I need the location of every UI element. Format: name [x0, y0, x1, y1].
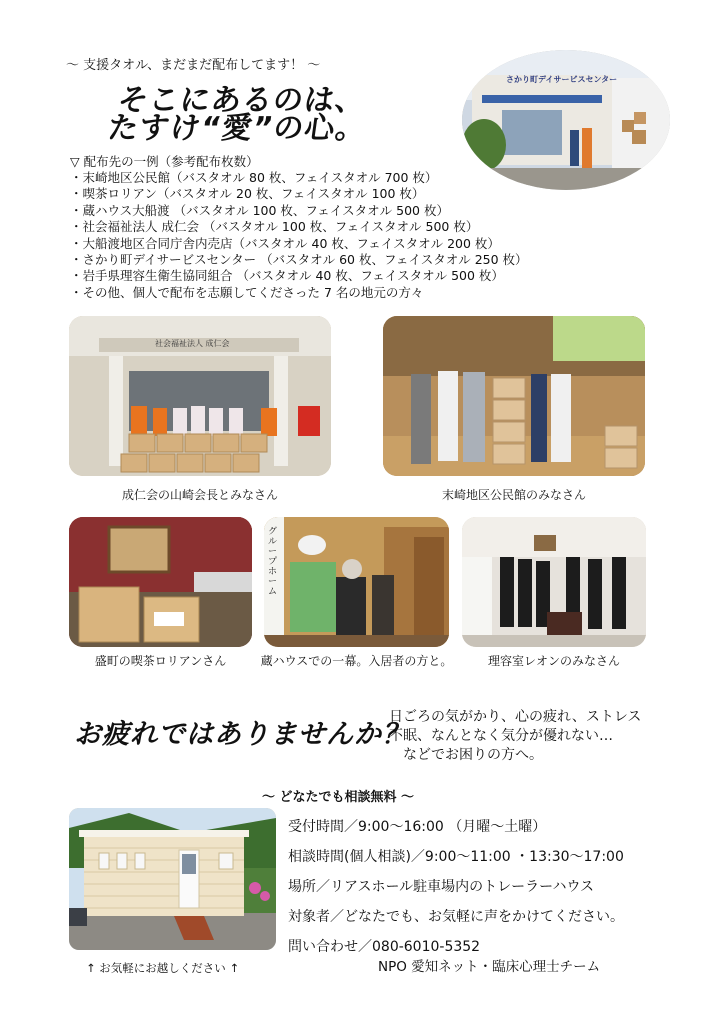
location: 場所／リアスホール駐車場内のトレーラーハウス — [288, 879, 595, 895]
welcome-caption: ↑ お気軽にお越しください ↑ — [86, 961, 240, 975]
headline-line2: たすけ“愛”の心。 — [105, 111, 369, 146]
massaki-hall-photo — [383, 316, 645, 476]
kura-house-photo — [264, 517, 449, 647]
barber-leon-photo — [462, 517, 646, 647]
free-consult-banner: ～ どなたでも相談無料 ～ — [262, 790, 415, 805]
list-item: ・ 喫茶ロリアン（バスタオル 20 枚、フェイスタオル 100 枚） — [70, 186, 528, 202]
headline-line1: そこにあるのは、 — [115, 83, 369, 118]
session-hours: 相談時間(個人相談)／9:00～11:00 ・13:30～17:00 — [288, 849, 624, 865]
list-item: ・ その他、個人で配布を志願してくださった 7 名の地元の方々 — [70, 285, 528, 301]
subtitle: ～ 支援タオル、まだまだ配布してます！ ～ — [66, 58, 321, 73]
list-item: ・ 蔵ハウス大船渡 （バスタオル 100 枚、フェイスタオル 500 枚） — [70, 203, 528, 219]
massaki-hall-caption: 末崎地区公民館のみなさん — [441, 488, 586, 502]
trailer-house-photo — [69, 808, 276, 950]
concern-line: 不眠、なんとなく気分が優れない… — [389, 728, 613, 744]
seijinkai-sign: 社会福祉法人 成仁会 — [155, 339, 230, 348]
distribution-list — [70, 170, 528, 301]
reception-hours: 受付時間／9:00～16:00 （月曜～土曜） — [288, 819, 547, 835]
organization-name: NPO 愛知ネット・臨床心理士チーム — [378, 959, 601, 975]
list-item: ・ さかり町デイサービスセンター （バスタオル 60 枚、フェイスタオル 250 枚） — [70, 252, 528, 268]
list-item: ・ 末崎地区公民館（バスタオル 80 枚、フェイスタオル 700 枚） — [70, 170, 528, 186]
concern-line: 日ごろの気がかり、心の疲れ、ストレス — [389, 709, 642, 725]
seijinkai-photo — [69, 316, 331, 476]
target-audience: 対象者／どなたでも、お気軽に声をかけてください。 — [288, 909, 624, 925]
concern-text — [389, 708, 641, 765]
tired-question: お疲れではありませんか？ — [74, 719, 410, 750]
distribution-heading: ▽ 配布先の一例（参考配布枚数） — [70, 154, 259, 169]
day-service-center-sign: さかり町デイサービスセンター — [506, 75, 618, 84]
concern-line: などでお困りの方へ。 — [403, 747, 543, 763]
barber-leon-caption: 理容室レオンのみなさん — [487, 654, 620, 668]
list-item: ・ 社会福祉法人 成仁会 （バスタオル 100 枚、フェイスタオル 500 枚） — [70, 219, 528, 235]
kura-house-caption: 蔵ハウスでの一幕。入居者の方と。 — [260, 654, 453, 668]
list-item: ・ 大船渡地区合同庁舎内売店（バスタオル 40 枚、フェイスタオル 200 枚） — [70, 236, 528, 252]
cafe-lorian-caption: 盛町の喫茶ロリアンさん — [94, 654, 227, 668]
cafe-lorian-photo — [69, 517, 252, 647]
seijinkai-caption: 成仁会の山崎会長とみなさん — [121, 488, 278, 502]
list-item: ・ 岩手県理容生衛生協同組合 （バスタオル 40 枚、フェイスタオル 500 枚） — [70, 268, 528, 284]
day-service-center-photo — [462, 50, 670, 190]
contact-phone: 問い合わせ／080-6010-5352 — [288, 939, 481, 955]
group-home-sign: グループホーム — [268, 527, 278, 597]
